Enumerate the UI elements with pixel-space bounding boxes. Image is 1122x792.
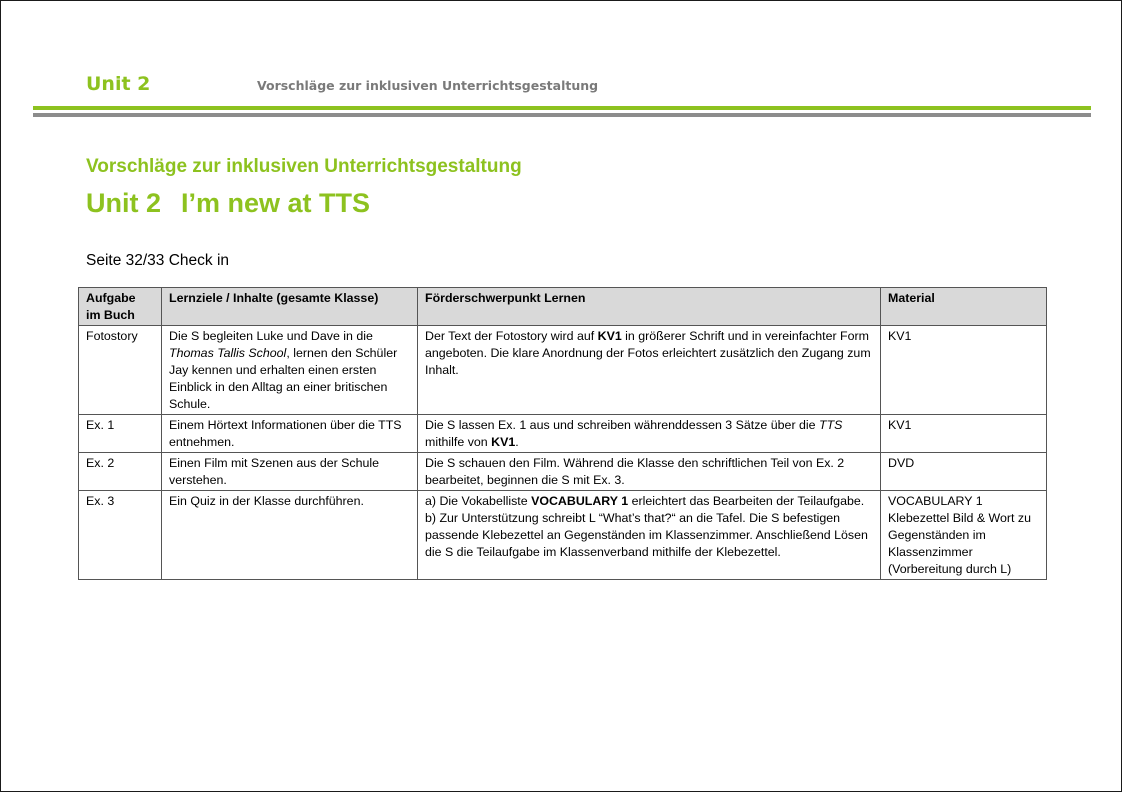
col-header-lernziele: Lernziele / Inhalte (gesamte Klasse) <box>162 288 418 326</box>
header-rule-gray <box>33 113 1091 117</box>
foerder-part-a: a) Die Vokabelliste VOCABULARY 1 erleichtert das Bearbeiten der Teilaufgabe. <box>425 494 865 508</box>
table-row <box>79 453 1047 491</box>
col-header-foerderschwerpunkt: Förderschwerpunkt Lernen <box>418 288 881 326</box>
col-header-aufgabe: Aufgabe im Buch <box>79 288 162 326</box>
table-row <box>79 415 1047 453</box>
header-unit-label: Unit 2 <box>86 73 151 95</box>
title-text: I’m new at TTS <box>181 188 371 218</box>
table-header-row <box>79 288 1047 326</box>
table-row <box>79 491 1047 580</box>
document-subtitle: Vorschläge zur inklusiven Unterrichtsgestaltung <box>86 156 522 177</box>
cell-lernziele: Ein Quiz in der Klasse durchführen. <box>162 491 418 580</box>
header-rule-green <box>33 106 1091 110</box>
cell-material: DVD <box>881 453 1047 491</box>
cell-lernziele: Einem Hörtext Informationen über die TTS entnehmen. <box>162 415 418 453</box>
section-heading: Seite 32/33 Check in <box>86 252 230 269</box>
cell-foerderschwerpunkt: Der Text der Fotostory wird auf KV1 in größerer Schrift und in vereinfachter Form angeboten. Die klare Anordnung der Fotos erleichtert zusätzlich den Zugang zum Inhalt. <box>418 326 881 415</box>
cell-aufgabe: Ex. 1 <box>79 415 162 453</box>
table-row <box>79 326 1047 415</box>
title-unit: Unit 2 <box>86 188 162 218</box>
cell-aufgabe: Fotostory <box>79 326 162 415</box>
cell-material: VOCABULARY 1 Klebezettel Bild & Wort zu Gegenständen im Klassenzimmer (Vorbereitung durch L) <box>881 491 1047 580</box>
cell-foerderschwerpunkt <box>418 491 881 580</box>
lesson-plan-table <box>78 287 1047 580</box>
foerder-part-b: b) Zur Unterstützung schreibt L “What’s that?“ an die Tafel. Die S befestigen passende Klebezettel an Gegenständen im Klassenzimmer. Anschließend Lösen die S die Teilaufgabe im Klassenverband mithilfe der Klebezettel. <box>425 511 868 559</box>
cell-foerderschwerpunkt: Die S schauen den Film. Während die Klasse den schriftlichen Teil von Ex. 2 bearbeitet, beginnen die S mit Ex. 3. <box>418 453 881 491</box>
col-header-material: Material <box>881 288 1047 326</box>
cell-aufgabe: Ex. 3 <box>79 491 162 580</box>
header-title: Vorschläge zur inklusiven Unterrichtsgestaltung <box>257 78 599 93</box>
cell-foerderschwerpunkt: Die S lassen Ex. 1 aus und schreiben währenddessen 3 Sätze über die TTS mithilfe von KV1. <box>418 415 881 453</box>
cell-lernziele: Die S begleiten Luke und Dave in die Thomas Tallis School, lernen den Schüler Jay kennen und erhalten einen ersten Einblick in den Alltag an einer britischen Schule. <box>162 326 418 415</box>
cell-lernziele: Einen Film mit Szenen aus der Schule verstehen. <box>162 453 418 491</box>
cell-material: KV1 <box>881 326 1047 415</box>
cell-aufgabe: Ex. 2 <box>79 453 162 491</box>
document-title <box>86 188 370 219</box>
cell-material: KV1 <box>881 415 1047 453</box>
